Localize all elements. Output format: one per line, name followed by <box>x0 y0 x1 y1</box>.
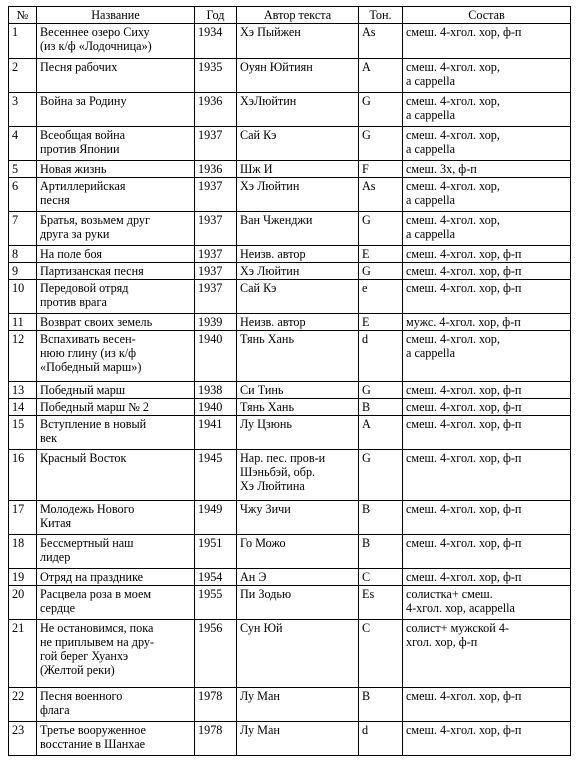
cell-author: Си Тинь <box>237 382 359 399</box>
cell-tone: A <box>359 416 403 450</box>
cell-author: Хэ Люйтин <box>237 178 359 212</box>
table-row <box>9 688 571 722</box>
cell-title: Не остановимся, пока не приплывем на дру- гой берег Хуанхэ (Желтой реки) <box>37 620 195 688</box>
cell-year: 1978 <box>195 722 237 756</box>
cell-ensemble: смеш. 4-хгол. хор, а cappella <box>403 127 571 161</box>
cell-title: Молодежь Нового Китая <box>37 501 195 535</box>
cell-number: 18 <box>9 535 37 569</box>
cell-tone: B <box>359 501 403 535</box>
cell-number: 22 <box>9 688 37 722</box>
cell-tone: F <box>359 161 403 178</box>
table-row <box>9 620 571 688</box>
table-row <box>9 263 571 280</box>
cell-tone: E <box>359 314 403 331</box>
cell-title: Вспахивать весен- нюю глину (из к/ф «Победный марш») <box>37 331 195 382</box>
cell-author: Чжу Зичи <box>237 501 359 535</box>
cell-number: 14 <box>9 399 37 416</box>
cell-number: 9 <box>9 263 37 280</box>
cell-year: 1936 <box>195 161 237 178</box>
table-row <box>9 331 571 382</box>
cell-author: ХэЛюйтин <box>237 93 359 127</box>
cell-ensemble: смеш. 4-хгол. хор, ф-п <box>403 280 571 314</box>
cell-tone: B <box>359 399 403 416</box>
header-ensemble: Состав <box>403 7 571 24</box>
cell-year: 1937 <box>195 280 237 314</box>
cell-tone: C <box>359 569 403 586</box>
cell-ensemble: солистка+ смеш. 4-хгол. хор, acappella <box>403 586 571 620</box>
table-row <box>9 212 571 246</box>
cell-title: Вступление в новый век <box>37 416 195 450</box>
cell-tone: G <box>359 212 403 246</box>
cell-ensemble: смеш. 4-хгол. хор, ф-п <box>403 246 571 263</box>
cell-author: Лу Ман <box>237 688 359 722</box>
cell-author: Пи Зодью <box>237 586 359 620</box>
cell-year: 1978 <box>195 688 237 722</box>
cell-ensemble: смеш. 4-хгол. хор, ф-п <box>403 535 571 569</box>
cell-tone: e <box>359 280 403 314</box>
cell-tone: A <box>359 59 403 93</box>
cell-title: Новая жизнь <box>37 161 195 178</box>
cell-ensemble: смеш. 4-хгол. хор, ф-п <box>403 450 571 501</box>
cell-year: 1937 <box>195 127 237 161</box>
cell-title: Расцвела роза в моем сердце <box>37 586 195 620</box>
table-row <box>9 178 571 212</box>
cell-tone: E <box>359 246 403 263</box>
cell-title: Третье вооруженное восстание в Шанхае <box>37 722 195 756</box>
cell-ensemble: смеш. 4-хгол. хор, ф-п <box>403 263 571 280</box>
cell-tone: G <box>359 127 403 161</box>
cell-title: Война за Родину <box>37 93 195 127</box>
cell-number: 17 <box>9 501 37 535</box>
cell-title: Передовой отряд против врага <box>37 280 195 314</box>
cell-title: Всеобщая война против Японии <box>37 127 195 161</box>
cell-year: 1945 <box>195 450 237 501</box>
table-row <box>9 127 571 161</box>
cell-ensemble: смеш. 4-хгол. хор, ф-п <box>403 382 571 399</box>
cell-title: Отряд на празднике <box>37 569 195 586</box>
cell-ensemble: солист+ мужской 4- хгол. хор, ф-п <box>403 620 571 688</box>
cell-author: Нар. пес. пров-и Шэньбэй, обр. Хэ Люйтина <box>237 450 359 501</box>
cell-number: 10 <box>9 280 37 314</box>
cell-year: 1937 <box>195 212 237 246</box>
cell-number: 20 <box>9 586 37 620</box>
cell-number: 7 <box>9 212 37 246</box>
cell-number: 4 <box>9 127 37 161</box>
table-row <box>9 314 571 331</box>
table-row <box>9 569 571 586</box>
cell-ensemble: смеш. 4-хгол. хор, ф-п <box>403 688 571 722</box>
cell-year: 1956 <box>195 620 237 688</box>
cell-title: Партизанская песня <box>37 263 195 280</box>
cell-tone: G <box>359 93 403 127</box>
header-author: Автор текста <box>237 7 359 24</box>
cell-number: 3 <box>9 93 37 127</box>
cell-number: 8 <box>9 246 37 263</box>
header-row <box>9 7 571 24</box>
cell-ensemble: смеш. 4-хгол. хор, а cappella <box>403 93 571 127</box>
cell-author: Неизв. автор <box>237 246 359 263</box>
table-row <box>9 722 571 756</box>
cell-author: Лу Цзюнь <box>237 416 359 450</box>
cell-ensemble: смеш. 4-хгол. хор, а cappella <box>403 212 571 246</box>
cell-tone: d <box>359 722 403 756</box>
cell-year: 1940 <box>195 331 237 382</box>
cell-ensemble: смеш. 4-хгол. хор, а cappella <box>403 59 571 93</box>
cell-author: Неизв. автор <box>237 314 359 331</box>
cell-year: 1938 <box>195 382 237 399</box>
table-row <box>9 399 571 416</box>
cell-title: Красный Восток <box>37 450 195 501</box>
cell-author: Шж И <box>237 161 359 178</box>
cell-title: Артиллерийская песня <box>37 178 195 212</box>
cell-ensemble: смеш. 4-хгол. хор, ф-п <box>403 399 571 416</box>
cell-title: На поле боя <box>37 246 195 263</box>
cell-year: 1949 <box>195 501 237 535</box>
cell-tone: As <box>359 178 403 212</box>
cell-tone: B <box>359 535 403 569</box>
table-row <box>9 161 571 178</box>
cell-number: 5 <box>9 161 37 178</box>
cell-number: 1 <box>9 24 37 59</box>
cell-author: Сай Кэ <box>237 127 359 161</box>
cell-tone: Es <box>359 586 403 620</box>
cell-author: Ан Э <box>237 569 359 586</box>
cell-ensemble: смеш. 4-хгол. хор, а cappella <box>403 178 571 212</box>
cell-author: Сай Кэ <box>237 280 359 314</box>
cell-title: Победный марш <box>37 382 195 399</box>
cell-year: 1951 <box>195 535 237 569</box>
cell-year: 1940 <box>195 399 237 416</box>
table-row <box>9 535 571 569</box>
table-row <box>9 59 571 93</box>
cell-author: Лу Ман <box>237 722 359 756</box>
cell-author: Тянь Хань <box>237 331 359 382</box>
cell-ensemble: смеш. 4-хгол. хор, а cappella <box>403 331 571 382</box>
cell-year: 1939 <box>195 314 237 331</box>
cell-title: Песня военного флага <box>37 688 195 722</box>
table-row <box>9 586 571 620</box>
cell-ensemble: смеш. 4-хгол. хор, ф-п <box>403 501 571 535</box>
cell-year: 1937 <box>195 263 237 280</box>
table-row <box>9 416 571 450</box>
cell-year: 1937 <box>195 178 237 212</box>
cell-title: Бессмертный наш лидер <box>37 535 195 569</box>
cell-tone: C <box>359 620 403 688</box>
table-row <box>9 24 571 59</box>
header-tone: Тон. <box>359 7 403 24</box>
cell-number: 19 <box>9 569 37 586</box>
cell-author: Оуян Юйтиян <box>237 59 359 93</box>
cell-year: 1955 <box>195 586 237 620</box>
table-row <box>9 93 571 127</box>
cell-number: 12 <box>9 331 37 382</box>
table-row <box>9 501 571 535</box>
cell-number: 16 <box>9 450 37 501</box>
cell-author: Тянь Хань <box>237 399 359 416</box>
cell-year: 1936 <box>195 93 237 127</box>
table-row <box>9 382 571 399</box>
cell-number: 15 <box>9 416 37 450</box>
cell-title: Возврат своих земель <box>37 314 195 331</box>
cell-ensemble: смеш. 4-хгол. хор, ф-п <box>403 569 571 586</box>
header-number: № <box>9 7 37 24</box>
cell-title: Весеннее озеро Сиху (из к/ф «Лодочница») <box>37 24 195 59</box>
song-table <box>8 6 571 756</box>
cell-year: 1937 <box>195 246 237 263</box>
cell-number: 23 <box>9 722 37 756</box>
table-body <box>9 24 571 756</box>
cell-number: 21 <box>9 620 37 688</box>
cell-tone: B <box>359 688 403 722</box>
table-row <box>9 450 571 501</box>
cell-year: 1935 <box>195 59 237 93</box>
cell-tone: As <box>359 24 403 59</box>
cell-author: Хэ Пыйжен <box>237 24 359 59</box>
cell-number: 6 <box>9 178 37 212</box>
table-row <box>9 280 571 314</box>
cell-author: Ван Чженджи <box>237 212 359 246</box>
cell-tone: d <box>359 331 403 382</box>
header-title: Название <box>37 7 195 24</box>
cell-year: 1941 <box>195 416 237 450</box>
song-table-container <box>8 6 571 756</box>
header-year: Год <box>195 7 237 24</box>
cell-title: Братья, возьмем друг друга за руки <box>37 212 195 246</box>
cell-author: Го Можо <box>237 535 359 569</box>
cell-title: Победный марш № 2 <box>37 399 195 416</box>
cell-ensemble: смеш. 4-хгол. хор, ф-п <box>403 722 571 756</box>
cell-number: 11 <box>9 314 37 331</box>
cell-tone: G <box>359 450 403 501</box>
cell-tone: G <box>359 382 403 399</box>
cell-number: 2 <box>9 59 37 93</box>
cell-year: 1934 <box>195 24 237 59</box>
cell-title: Песня рабочих <box>37 59 195 93</box>
cell-ensemble: мужс. 4-хгол. хор, ф-п <box>403 314 571 331</box>
cell-author: Хэ Люйтин <box>237 263 359 280</box>
cell-tone: G <box>359 263 403 280</box>
cell-ensemble: смеш. 4-хгол. хор, ф-п <box>403 24 571 59</box>
cell-ensemble: смеш. 3х, ф-п <box>403 161 571 178</box>
table-row <box>9 246 571 263</box>
cell-author: Сун Юй <box>237 620 359 688</box>
cell-ensemble: смеш. 4-хгол. хор, ф-п <box>403 416 571 450</box>
cell-year: 1954 <box>195 569 237 586</box>
cell-number: 13 <box>9 382 37 399</box>
